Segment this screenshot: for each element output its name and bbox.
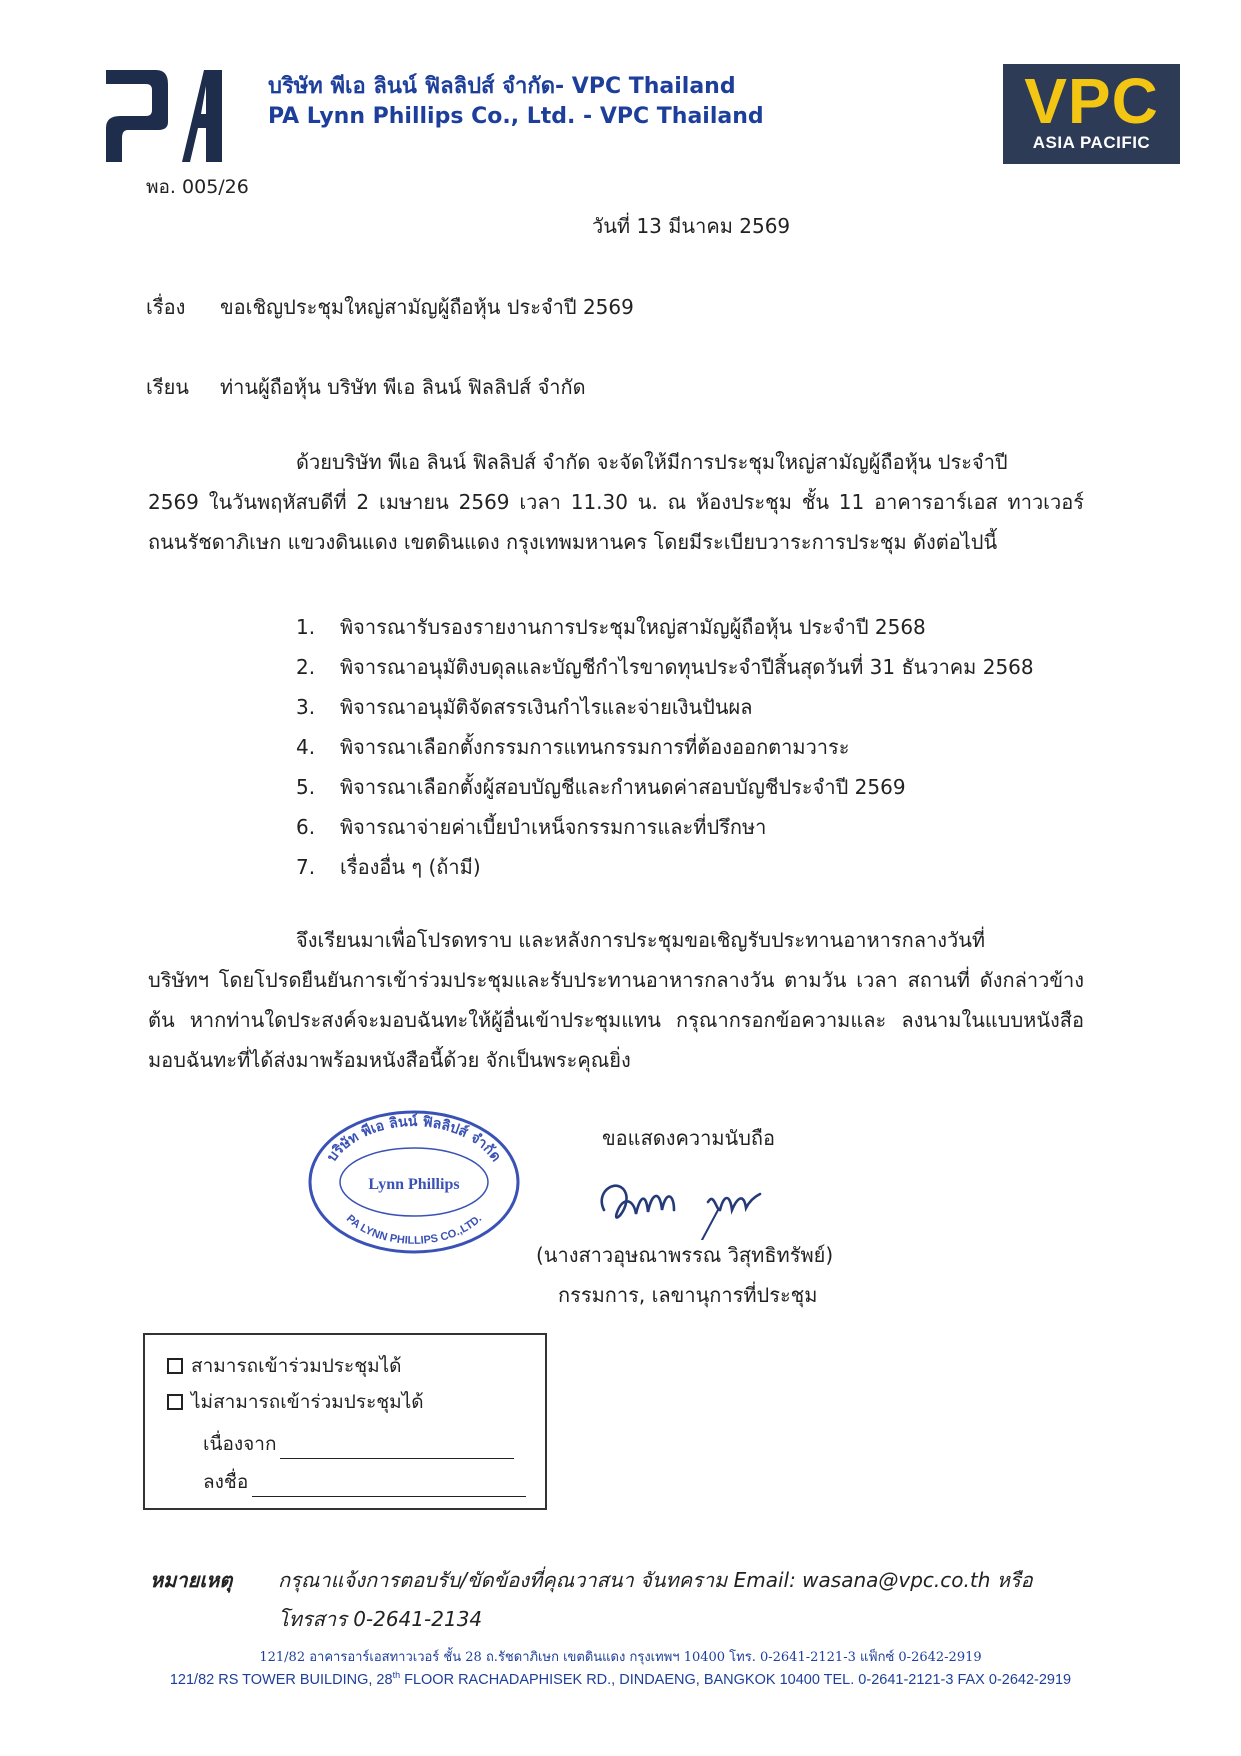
- recipient-text: ท่านผู้ถือหุ้น บริษัท พีเอ ลินน์ ฟิลลิปส์ จำกัด: [220, 375, 586, 399]
- note-text-line-2: โทรสาร 0-2641-2134: [278, 1607, 483, 1631]
- note-text-line-1: กรุณาแจ้งการตอบรับ/ขัดข้องที่คุณวาสนา จันทคราม Email: wasana@vpc.co.th หรือ: [278, 1568, 1033, 1592]
- subject-text: ขอเชิญประชุมใหญ่สามัญผู้ถือหุ้น ประจำปี 2569: [220, 295, 634, 319]
- agenda-item-number: 1.: [296, 615, 316, 639]
- agenda-item-text: พิจารณาอนุมัติจัดสรรเงินกำไรและจ่ายเงินปันผล: [340, 695, 753, 719]
- handwritten-signature: [590, 1170, 790, 1240]
- subject-label: เรื่อง: [146, 295, 186, 319]
- closing-salutation: ขอแสดงความนับถือ: [602, 1126, 776, 1150]
- stamp-bottom-text: PA LYNN PHILLIPS CO.,LTD.: [343, 1212, 485, 1247]
- agenda-item-number: 7.: [296, 855, 316, 879]
- reason-line[interactable]: [280, 1440, 514, 1459]
- agenda-item: [296, 727, 1034, 767]
- agenda-item-number: 3.: [296, 695, 316, 719]
- vpc-logo-text: VPC: [1024, 65, 1159, 137]
- agenda-item: [296, 807, 1034, 847]
- closing-paragraph-first-line: จึงเรียนมาเพื่อโปรดทราบ และหลังการประชุมขอเชิญรับประทานอาหารกลางวันที่: [296, 928, 986, 952]
- stamp-top-text: บริษัท พีเอ ลินน์ ฟิลลิปส์ จำกัด: [324, 1113, 504, 1165]
- recipient-label: เรียน: [146, 375, 189, 399]
- closing-paragraph: [148, 920, 1084, 1080]
- footer-address-english: [0, 1670, 1241, 1688]
- agenda-item: [296, 607, 1034, 647]
- agenda-item-text: พิจารณาอนุมัติงบดุลและบัญชีกำไรขาดทุนประจำปีสิ้นสุดวันที่ 31 ธันวาคม 2568: [340, 655, 1034, 679]
- footer-address-superscript: th: [392, 1670, 401, 1680]
- agenda-item: [296, 767, 1034, 807]
- intro-paragraph-body: 2569 ในวันพฤหัสบดีที่ 2 เมษายน 2569 เวลา 11.30 น. ณ ห้องประชุม ชั้น 11 อาคารอาร์เอส ทาวเวอร์ ถนนรัชดาภิเษก แขวงดินแดง เขตดินแดง กรุงเทพมหานคร โดยมีระเบียบวาระการประชุม ดังต่อไปนี้: [148, 490, 1084, 554]
- reference-number: พอ. 005/26: [146, 176, 249, 198]
- agenda-item: [296, 647, 1034, 687]
- footer-address-part-b: FLOOR RACHADAPHISEK RD., DINDAENG, BANGKOK 10400 TEL. 0-2641-2121-3 FAX 0-2642-2919: [400, 1671, 1072, 1688]
- signer-name: (นางสาวอุษณาพรรณ วิสุทธิทรัพย์): [536, 1243, 834, 1267]
- company-name-thai: บริษัท พีเอ ลินน์ ฟิลลิปส์ จำกัด- VPC Thailand: [268, 74, 736, 99]
- not-attend-option[interactable]: [167, 1387, 424, 1417]
- company-name-english: PA Lynn Phillips Co., Ltd. - VPC Thailand: [268, 104, 764, 129]
- reply-form: [143, 1333, 547, 1510]
- company-stamp: [305, 1108, 523, 1256]
- attend-option[interactable]: [167, 1351, 402, 1381]
- not-attend-option-label: ไม่สามารถเข้าร่วมประชุมได้: [191, 1391, 424, 1413]
- attend-checkbox[interactable]: [167, 1358, 183, 1374]
- agenda-list: [296, 607, 1034, 887]
- letter-date: วันที่ 13 มีนาคม 2569: [592, 214, 791, 238]
- stamp-center-text: Lynn Phillips: [368, 1176, 460, 1193]
- vpc-logo: [1003, 64, 1180, 164]
- agenda-item: [296, 847, 1034, 887]
- intro-paragraph-first-line: ด้วยบริษัท พีเอ ลินน์ ฟิลลิปส์ จำกัด จะจัดให้มีการประชุมใหญ่สามัญผู้ถือหุ้น ประจำปี: [296, 450, 1008, 474]
- signature-label: ลงชื่อ: [203, 1471, 249, 1493]
- footer-address-part-a: 121/82 RS TOWER BUILDING, 28: [169, 1671, 393, 1688]
- attend-option-label: สามารถเข้าร่วมประชุมได้: [191, 1355, 402, 1377]
- signature-line[interactable]: [252, 1478, 526, 1497]
- note-label: หมายเหตุ: [150, 1568, 233, 1592]
- agenda-item-text: พิจารณาเลือกตั้งกรรมการแทนกรรมการที่ต้องออกตามวาระ: [340, 735, 850, 759]
- agenda-item-number: 4.: [296, 735, 316, 759]
- agenda-item-number: 5.: [296, 775, 316, 799]
- agenda-item-number: 6.: [296, 815, 316, 839]
- agenda-item-text: พิจารณาเลือกตั้งผู้สอบบัญชีและกำหนดค่าสอบบัญชีประจำปี 2569: [340, 775, 906, 799]
- pa-logo-icon: [98, 66, 228, 166]
- agenda-item-text: เรื่องอื่น ๆ (ถ้ามี): [340, 855, 481, 879]
- svg-text:PA LYNN PHILLIPS CO.,LTD.: [344, 1213, 484, 1247]
- reason-field: [203, 1429, 514, 1459]
- agenda-item-text: พิจารณารับรองรายงานการประชุมใหญ่สามัญผู้ถือหุ้น ประจำปี 2568: [340, 615, 926, 639]
- agenda-item-text: พิจารณาจ่ายค่าเบี้ยบำเหน็จกรรมการและที่ปรึกษา: [340, 815, 767, 839]
- agenda-item: [296, 687, 1034, 727]
- footer-address-thai: 121/82 อาคารอาร์เอสทาวเวอร์ ชั้น 28 ถ.รัชดาภิเษก เขตดินแดง กรุงเทพฯ 10400 โทร. 0-2641-2121-3 แฟ็กซ์ 0-2642-2919: [259, 1650, 982, 1665]
- agenda-item-number: 2.: [296, 655, 316, 679]
- closing-paragraph-body: บริษัทฯ โดยโปรดยืนยันการเข้าร่วมประชุมและรับประทานอาหารกลางวัน ตามวัน เวลา สถานที่ ดังกล่าวข้างต้น หากท่านใดประสงค์จะมอบฉันทะให้ผู้อื่นเข้าประชุมแทน กรุณากรอกข้อความและ ลงนามในแบบหนังสือมอบฉันทะที่ได้ส่งมาพร้อมหนังสือนี้ด้วย จักเป็นพระคุณยิ่ง: [148, 968, 1084, 1072]
- intro-paragraph: [148, 442, 1084, 562]
- reason-label: เนื่องจาก: [203, 1433, 277, 1455]
- not-attend-checkbox[interactable]: [167, 1394, 183, 1410]
- svg-text:บริษัท พีเอ ลินน์ ฟิลลิปส์ จำก: [324, 1113, 504, 1165]
- signer-position: กรรมการ, เลขานุการที่ประชุม: [558, 1283, 818, 1307]
- vpc-logo-subtext: ASIA PACIFIC: [1032, 133, 1151, 152]
- signature-field: [203, 1467, 526, 1497]
